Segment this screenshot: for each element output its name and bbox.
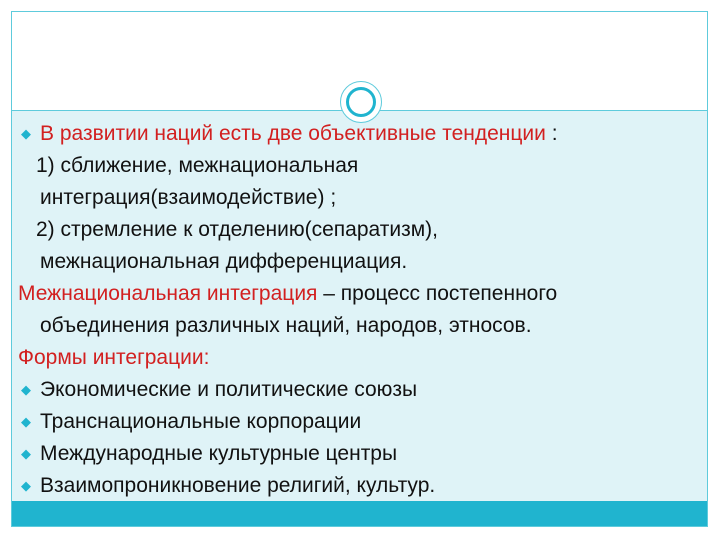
form-item-text: Экономические и политические союзы — [40, 378, 418, 401]
circle-ornament-inner — [346, 87, 376, 117]
definition-line2: объединения различных наций, народов, этносов. — [40, 314, 532, 337]
slide-body — [18, 118, 688, 502]
circle-ornament-icon — [340, 81, 382, 123]
forms-heading: Формы интеграции: — [18, 346, 210, 369]
intro-line — [18, 118, 688, 150]
intro-text: В развитии наций есть две объективные тенденции — [40, 122, 546, 145]
form-item-text: Транснациональные корпорации — [40, 410, 362, 433]
list-item — [18, 438, 688, 470]
bullet-icon: ◆ — [21, 126, 31, 141]
bullet-icon: ◆ — [21, 414, 31, 429]
definition-line — [18, 278, 688, 310]
bullet-icon: ◆ — [21, 478, 31, 493]
list-item — [18, 470, 688, 502]
form-item-text: Международные культурные центры — [40, 442, 398, 465]
item2-line1: 2) стремление к отделению(сепаратизм), — [36, 218, 438, 241]
definition-rest: – процесс постепенного — [317, 282, 558, 305]
bottom-accent-bar — [12, 501, 707, 526]
list-item — [18, 406, 688, 438]
bullet-icon: ◆ — [21, 446, 31, 461]
definition-term: Межнациональная интеграция — [18, 282, 318, 305]
item1-line2: интеграция(взаимодействие) ; — [40, 186, 337, 209]
item2-line2: межнациональная дифференциация. — [40, 250, 408, 273]
intro-suffix: : — [545, 122, 558, 145]
list-item — [18, 374, 688, 406]
bullet-icon: ◆ — [21, 382, 31, 397]
item1-line1: 1) сближение, межнациональная — [36, 154, 359, 177]
form-item-text: Взаимопроникновение религий, культур. — [40, 474, 436, 497]
